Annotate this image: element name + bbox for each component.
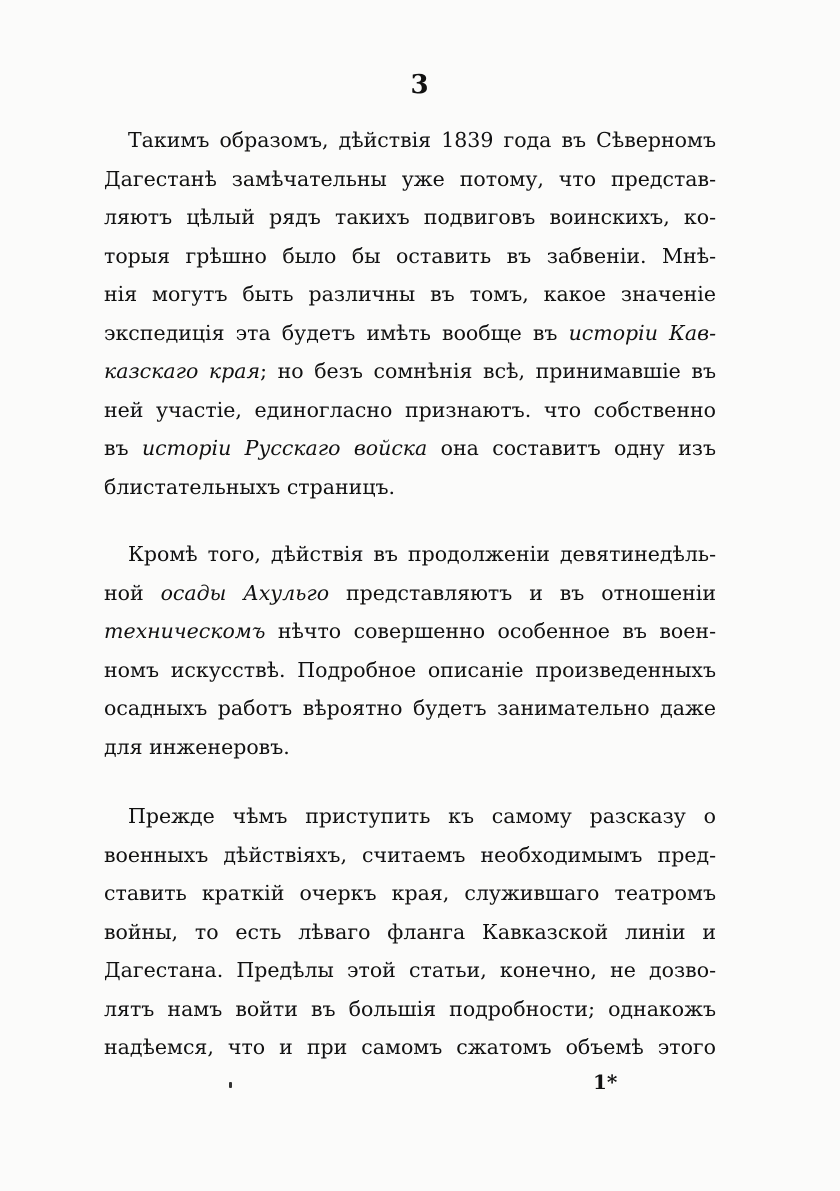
- text-line: [104, 535, 716, 574]
- text-line: [104, 728, 716, 767]
- text-run: Такимъ образомъ, дѣйствія 1839 года въ Сѣверномъ: [128, 128, 716, 152]
- text-line: [104, 121, 716, 160]
- text-run: ней участіе, единогласно признаютъ. что собственно: [104, 397, 716, 422]
- italic-text: техническомъ: [104, 619, 266, 643]
- paragraph-1: [104, 121, 716, 506]
- text-line: [104, 913, 716, 952]
- italic-text: исторіи Кав-: [568, 320, 716, 345]
- text-line: [104, 874, 716, 913]
- italic-text: казскаго края: [104, 359, 261, 383]
- text-line: [104, 689, 716, 728]
- text-line: [104, 352, 716, 391]
- text-run: Кромѣ того, дѣйствія въ продолженіи девятинедѣль-: [128, 542, 716, 566]
- text-line: [104, 275, 716, 314]
- paragraph-2: [104, 535, 716, 766]
- text-run: Прежде чѣмъ приступить къ самому разсказу о: [128, 804, 716, 828]
- text-line: [104, 836, 716, 875]
- paragraph-3: [104, 797, 716, 1067]
- text-run: ной: [104, 580, 161, 605]
- text-run: блистательныхъ страницъ.: [104, 474, 396, 499]
- text-run: представляютъ и въ отношеніи: [329, 580, 716, 605]
- text-run: для инженеровъ.: [104, 734, 290, 759]
- text-line: [104, 651, 716, 690]
- text-run: нія могутъ быть различны въ томъ, какое значеніе: [104, 282, 716, 306]
- text-run: ляютъ цѣлый рядъ такихъ подвиговъ воинскихъ, ко-: [104, 205, 716, 229]
- text-run: военныхъ дѣйствіяхъ, считаемъ необходимымъ пред-: [104, 842, 716, 867]
- text-line: [104, 612, 716, 651]
- text-run: осадныхъ работъ вѣроятно будетъ занимательно даже: [104, 696, 716, 720]
- text-line: [104, 990, 716, 1029]
- text-line: [104, 574, 716, 613]
- text-run: Дагестана. Предѣлы этой статьи, конечно, не дозво-: [104, 958, 716, 982]
- text-line: [104, 391, 716, 430]
- text-run: торыя грѣшно было бы оставить въ забвеніи. Мнѣ-: [104, 243, 716, 268]
- text-line: [104, 160, 716, 199]
- text-run: ; но безъ сомнѣнія всѣ, принимавшіе въ: [260, 359, 716, 383]
- text-run: экспедиція эта будетъ имѣть вообще въ: [104, 320, 569, 345]
- italic-text: осады Ахульго: [160, 580, 330, 605]
- text-run: Дагестанѣ замѣчательны уже потому, что представ-: [104, 166, 716, 191]
- page-number: 3: [410, 70, 430, 100]
- text-run: надѣемся, что и при самомъ сжатомъ объемѣ этого: [104, 1035, 716, 1059]
- text-run: нѣчто совершенно особенное въ воен-: [265, 619, 716, 643]
- text-line: [104, 314, 716, 353]
- signature-mark: 1*: [593, 1070, 618, 1094]
- text-run: войны, то есть лѣваго фланга Кавказской линіи и: [104, 919, 716, 944]
- text-run: лятъ намъ войти въ большія подробности; однакожъ: [104, 996, 716, 1021]
- italic-text: исторіи Русскаго войска: [141, 436, 428, 460]
- text-run: она составитъ одну изъ: [427, 436, 716, 460]
- text-run: ставить краткій очеркъ края, служившаго театромъ: [104, 881, 716, 905]
- text-line: [104, 429, 716, 468]
- text-line: [104, 951, 716, 990]
- text-run: въ: [104, 436, 142, 460]
- text-line: [104, 468, 716, 507]
- text-run: номъ искусствѣ. Подробное описаніе произведенныхъ: [104, 657, 716, 682]
- text-line: [104, 1028, 716, 1067]
- text-line: [104, 198, 716, 237]
- text-line: [104, 797, 716, 836]
- text-line: [104, 237, 716, 276]
- ink-speck: [229, 1082, 232, 1088]
